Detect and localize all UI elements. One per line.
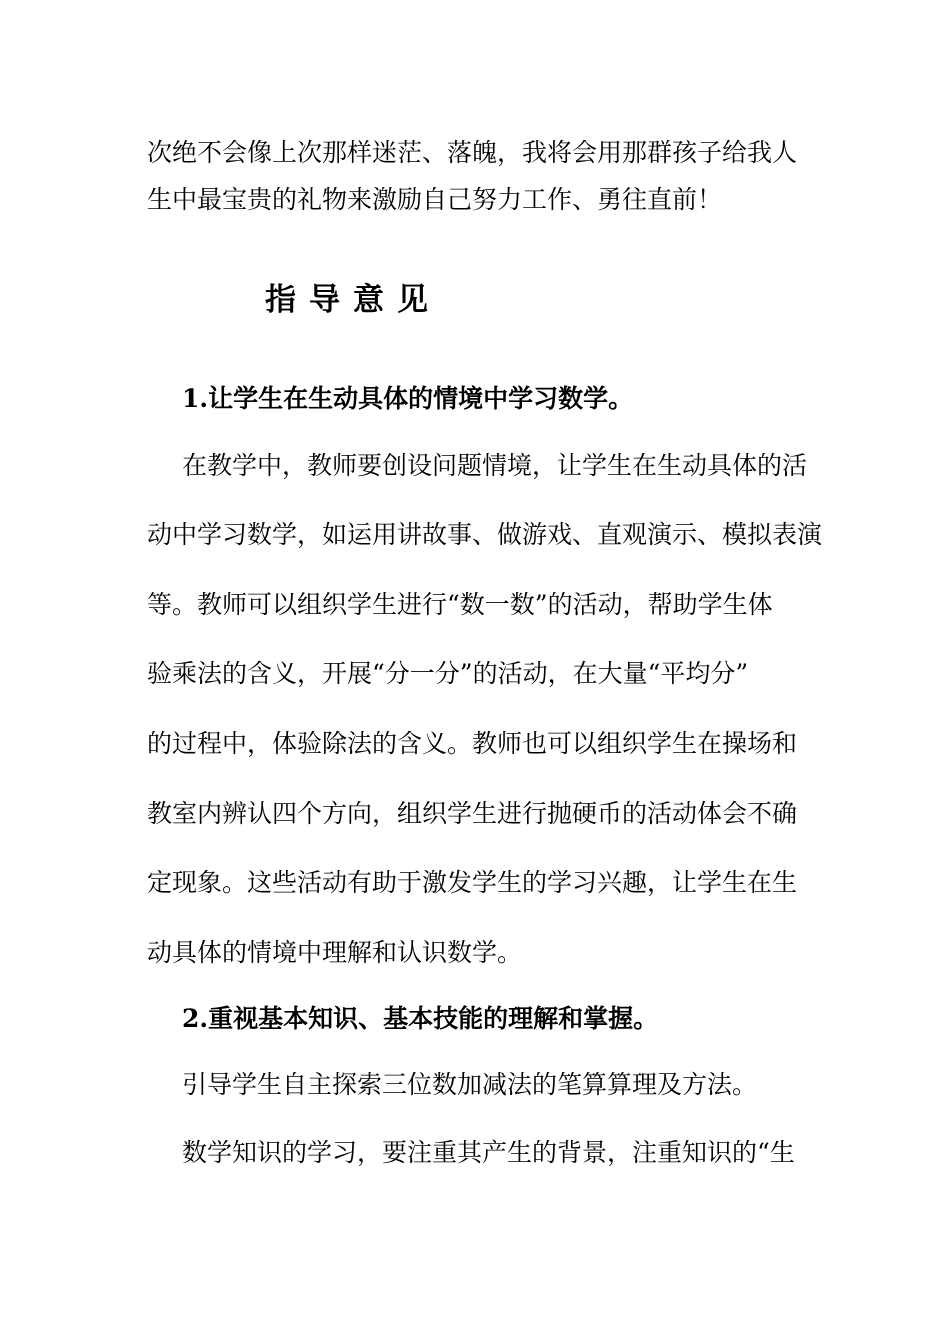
paragraph-line: 教室内辨认四个方向，组织学生进行抛硬币的活动体会不确: [147, 799, 798, 828]
paragraph-line: 次绝不会像上次那样迷茫、落魄，我将会用那群孩子给我人: [147, 138, 798, 167]
paragraph-line: 动具体的情境中理解和认识数学。: [147, 938, 523, 967]
paragraph-line: 的过程中，体验除法的含义。教师也可以组织学生在操场和: [147, 729, 798, 758]
paragraph-line: 定现象。这些活动有助于激发学生的学习兴趣，让学生在生: [147, 868, 798, 897]
paragraph-line: 等。教师可以组织学生进行“数一数”的活动，帮助学生体: [147, 590, 773, 619]
paragraph-line: 验乘法的含义，开展“分一分”的活动，在大量“平均分”: [147, 659, 749, 688]
point-1-heading: 1.让学生在生动具体的情境中学习数学。: [182, 384, 634, 413]
paragraph-line: 生中最宝贵的礼物来激励自己努力工作、勇往直前！: [147, 185, 723, 214]
point-2-heading: 2.重视基本知识、基本技能的理解和掌握。: [182, 1004, 659, 1033]
paragraph-line: 在教学中，教师要创设问题情境，让学生在生动具体的活: [182, 451, 808, 480]
paragraph-line: 引导学生自主探索三位数加减法的笔算算理及方法。: [182, 1070, 758, 1099]
paragraph-line: 动中学习数学，如运用讲故事、做游戏、直观演示、模拟表演: [147, 520, 823, 549]
paragraph-line: 数学知识的学习，要注重其产生的背景，注重知识的“生: [182, 1138, 795, 1167]
section-title: 指导意见: [265, 282, 441, 318]
